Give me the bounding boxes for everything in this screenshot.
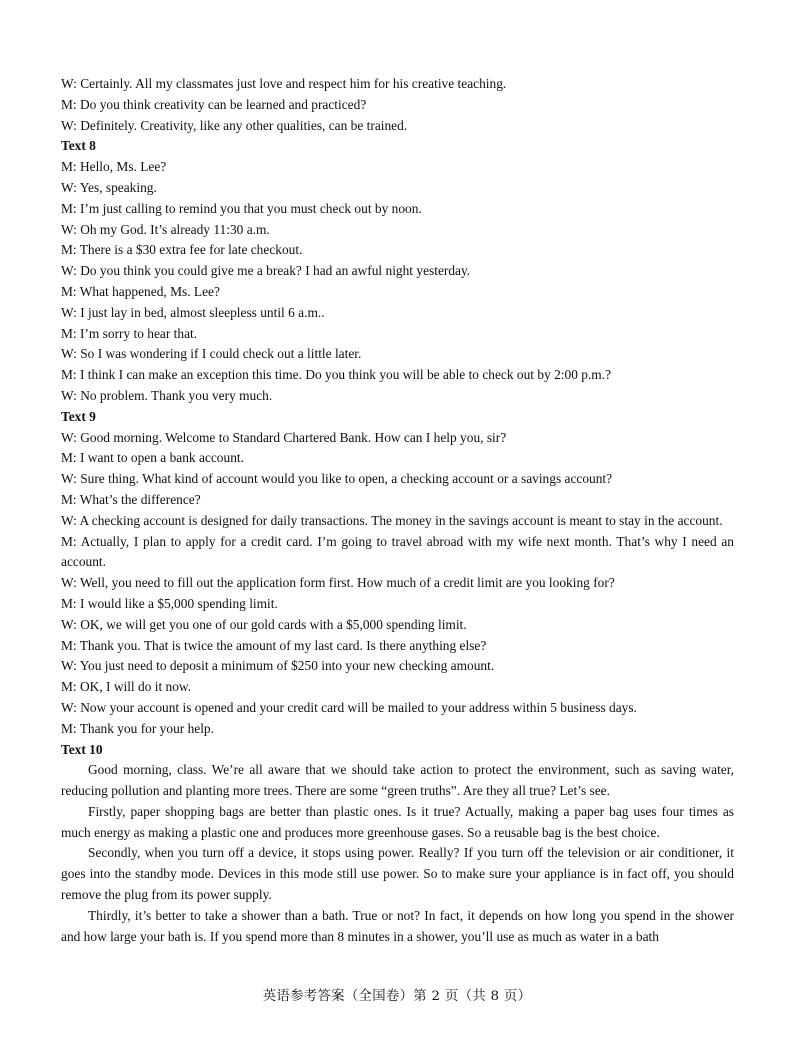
- dialogue-line: M: I’m just calling to remind you that you must check out by noon.: [61, 200, 422, 216]
- text7-tail: [61, 74, 734, 136]
- dialogue-line: M: I want to open a bank account.: [61, 450, 244, 466]
- dialogue-line: M: There is a $30 extra fee for late checkout.: [61, 242, 303, 258]
- text10-heading: Text 10: [61, 741, 103, 757]
- dialogue-line: M: Thank you for your help.: [61, 720, 214, 736]
- dialogue-line: W: You just need to deposit a minimum of $250 into your new checking amount.: [61, 658, 495, 674]
- dialogue-line: W: OK, we will get you one of our gold cards with a $5,000 spending limit.: [61, 616, 467, 632]
- dialogue-line: M: Actually, I plan to apply for a credit card. I’m going to travel abroad with my wife next month. That’s why I need an account.: [61, 533, 734, 570]
- dialogue-line: M: What’s the difference?: [61, 491, 201, 507]
- dialogue-line: W: A checking account is designed for daily transactions. The money in the savings account is meant to stay in the account.: [61, 512, 723, 528]
- text8-heading: Text 8: [61, 138, 96, 154]
- dialogue-line: W: Certainly. All my classmates just love and respect him for his creative teaching.: [61, 76, 507, 91]
- text9-section: [61, 407, 734, 740]
- dialogue-line: W: Oh my God. It’s already 11:30 a.m.: [61, 221, 270, 237]
- dialogue-line: M: Hello, Ms. Lee?: [61, 159, 167, 175]
- dialogue-line: M: I’m sorry to hear that.: [61, 325, 198, 341]
- dialogue-line: M: I would like a $5,000 spending limit.: [61, 595, 278, 611]
- page-footer: 英语参考答案（全国卷）第 2 页（共 8 页）: [262, 989, 532, 1004]
- dialogue-line: M: OK, I will do it now.: [61, 679, 192, 695]
- dialogue-line: W: So I was wondering if I could check out a little later.: [61, 346, 362, 362]
- dialogue-line: M: What happened, Ms. Lee?: [61, 283, 220, 299]
- paragraph: Good morning, class. We’re all aware that we should take action to protect the environment, such as saving water, reducing pollution and planting more trees. There are some “green truths”. Are they all true? Let’s see.: [61, 762, 734, 799]
- text8-section: [61, 136, 734, 406]
- paragraph: Secondly, when you turn off a device, it stops using power. Really? If you turn off the television or air conditioner, it goes into the standby mode. Devices in this mode still use power. So to make sure your appliance is in fact off, you should remove the plug from its power supply.: [61, 845, 734, 903]
- dialogue-line: M: I think I can make an exception this time. Do you think you will be able to check out by 2:00 p.m.?: [61, 367, 612, 383]
- dialogue-line: M: Do you think creativity can be learned and practiced?: [61, 96, 367, 112]
- dialogue-line: W: No problem. Thank you very much.: [61, 387, 273, 403]
- dialogue-line: W: Sure thing. What kind of account would you like to open, a checking account or a savings account?: [61, 471, 613, 487]
- dialogue-line: W: Do you think you could give me a break? I had an awful night yesterday.: [61, 263, 471, 279]
- paragraph: Firstly, paper shopping bags are better than plastic ones. Is it true? Actually, making a paper bag uses four times as much energy as making a plastic one and produces more greenhouse gases. So a reusable bag is the best choice.: [61, 803, 734, 840]
- dialogue-line: W: Well, you need to fill out the application form first. How much of a credit limit are you looking for?: [61, 575, 615, 591]
- paragraph: Thirdly, it’s better to take a shower than a bath. True or not? In fact, it depends on how long you spend in the shower and how large your bath is. If you spend more than 8 minutes in a shower, you’ll use as much as water in a bath: [61, 907, 734, 944]
- text10-section: [61, 740, 734, 948]
- dialogue-line: W: Good morning. Welcome to Standard Chartered Bank. How can I help you, sir?: [61, 429, 507, 445]
- dialogue-line: W: Now your account is opened and your credit card will be mailed to your address within 5 business days.: [61, 699, 637, 715]
- dialogue-line: W: Yes, speaking.: [61, 179, 157, 195]
- dialogue-line: W: Definitely. Creativity, like any other qualities, can be trained.: [61, 117, 408, 133]
- dialogue-line: W: I just lay in bed, almost sleepless until 6 a.m..: [61, 304, 325, 320]
- document-body: [61, 74, 734, 947]
- dialogue-line: M: Thank you. That is twice the amount of my last card. Is there anything else?: [61, 637, 487, 653]
- text9-heading: Text 9: [61, 408, 96, 424]
